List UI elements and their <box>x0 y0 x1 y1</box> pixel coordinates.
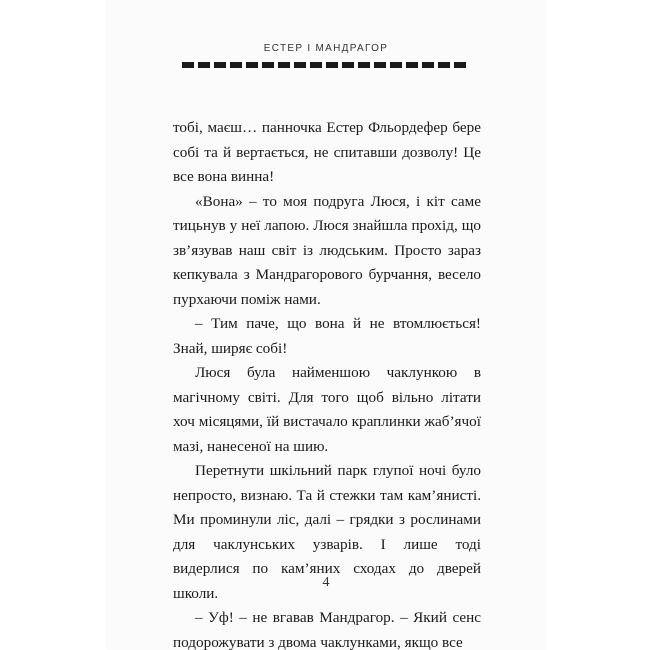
decorative-rule <box>182 62 469 68</box>
running-title: ЕСТЕР І МАНДРАГОР <box>263 43 389 54</box>
paragraph: Перетнути шкільний парк глупої ночі було непросто, визнаю. Та й стежки там кам’янисті. Ми проминули ліс, далі – грядки з рослинами для чаклунських узварів. І лише тоді видерлися по кам’яних сходах до дверей школи. <box>173 462 481 602</box>
paragraph: тобі, маєш… панночка Естер Фльордефер бере собі та й вертається, не спитавши дозволу! Це все вона винна! <box>173 119 481 185</box>
paragraph: Люся була найменшою чаклункою в магічному світі. Для того щоб вільно літати хоч місяцями, їй вистачало краплинки жаб’ячої мазі, нанесеної на шию. <box>173 364 481 455</box>
body-text <box>173 116 481 650</box>
page-number: 4 <box>322 575 330 590</box>
paragraph: – Тим паче, що вона й не втомлюється! Знай, ширяє собі! <box>173 315 481 357</box>
paragraph: «Вона» – то моя подруга Люся, і кіт саме тицьнув у неї лапою. Люся знайшла прохід, що зв’язував наш світ із людським. Просто зараз кепкувала з Мандрагорового бурчання, весело пурхаючи поміж нами. <box>173 192 481 308</box>
book-page <box>107 0 545 650</box>
paragraph: – Уф! – не вгавав Мандрагор. – Який сенс подорожувати з двома чаклунками, якщо все <box>173 609 481 650</box>
